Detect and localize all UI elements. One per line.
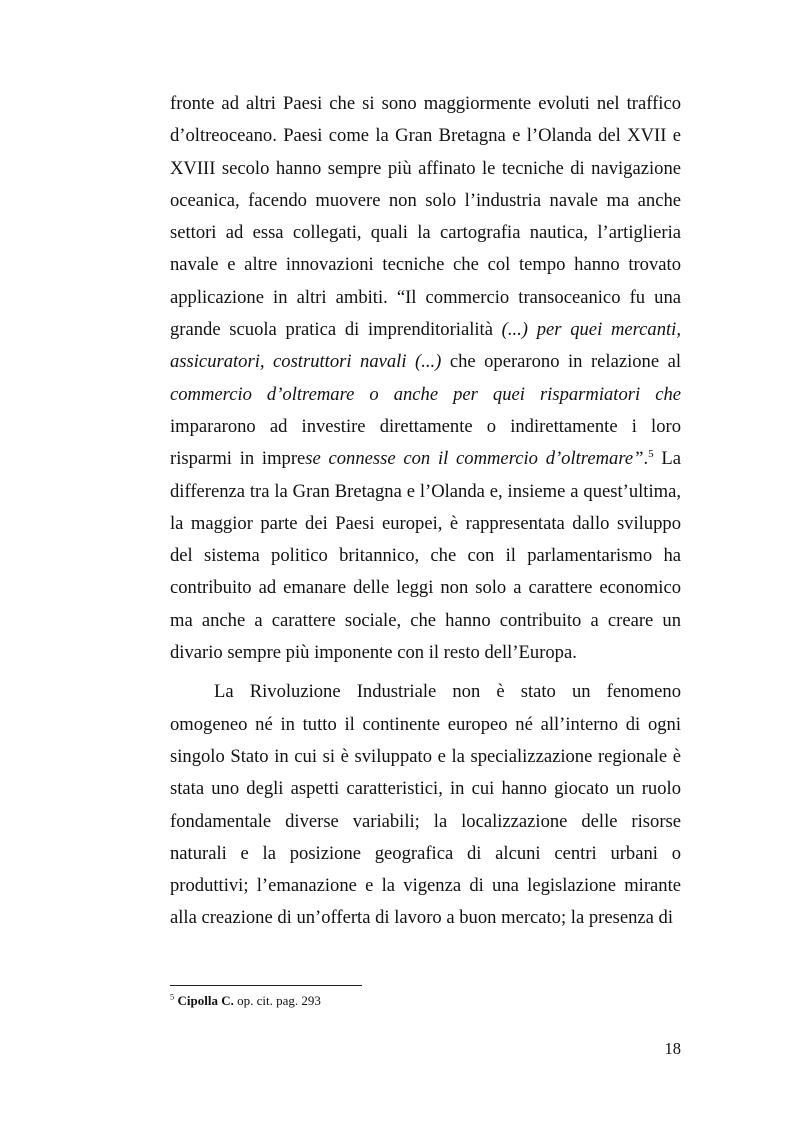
text-segment: che operarono in relazione al [441, 351, 682, 373]
footnote-author: Cipolla C. [177, 993, 234, 1008]
text-segment: . [643, 448, 649, 470]
text-segment: impararono ad investire direttamente o indirettamente i loro risparmi in impre [170, 415, 681, 470]
paragraph-2 [170, 676, 681, 934]
footnote-marker: 5 [170, 991, 175, 1002]
italic-quote-segment: commercio d’oltremare o anche per quei risparmiatori che [170, 383, 681, 405]
footnote-reference-text: op. cit. pag. 293 [233, 993, 321, 1008]
body-text [170, 88, 681, 935]
text-segment: La differenza tra la Gran Bretagna e l’Olanda e, insieme a quest’ultima, la maggior parte dei Paesi europei, è rappresentata dallo sviluppo del sistema politico britannico, che con il parlamentarismo ha contribuito ad emanare delle leggi non solo a carattere economico ma anche a carattere sociale, che hanno contribuito a creare un divario sempre più imponente con il resto dell’Europa. [170, 448, 681, 664]
italic-quote-segment: se connesse con il commercio d’oltremare” [305, 448, 644, 470]
paragraph-1 [170, 88, 681, 669]
text-segment: fronte ad altri Paesi che si sono maggiormente evoluti nel traffico d’oltreoceano. Paesi come la Gran Bretagna e l’Olanda del XVII e XVIII secolo hanno sempre più affinato le tecniche di navigazione oceanica, facendo muovere non solo l’industria navale ma anche settori ad essa collegati, quali la cartografia nautica, l’artiglieria navale e altre innovazioni tecniche che col tempo hanno trovato applicazione in altri ambiti. “Il commercio transoceanico fu una grande scuola pratica di imprenditorialità [170, 93, 681, 341]
italic-quote-segment: (...) per quei mercanti, assicuratori, costruttori navali (...) [170, 319, 681, 373]
page-number: 18 [664, 1039, 681, 1058]
footnote-reference[interactable]: 5 [648, 448, 654, 461]
footnote [170, 992, 681, 1009]
text-segment: La Rivoluzione Industriale non è stato un fenomeno omogeneo né in tutto il continente europeo né all’interno di ogni singolo Stato in cui si è sviluppato e la specializzazione regionale è stata uno degli aspetti caratteristici, in cui hanno giocato un ruolo fondamentale diverse variabili; la localizzazione delle risorse naturali e la posizione geografica di alcuni centri urbani o produttivi; l’emanazione e la vigenza di una legislazione mirante alla creazione di un’offerta di lavoro a buon mercato; la presenza di [170, 681, 681, 929]
footnote-separator [170, 985, 362, 986]
